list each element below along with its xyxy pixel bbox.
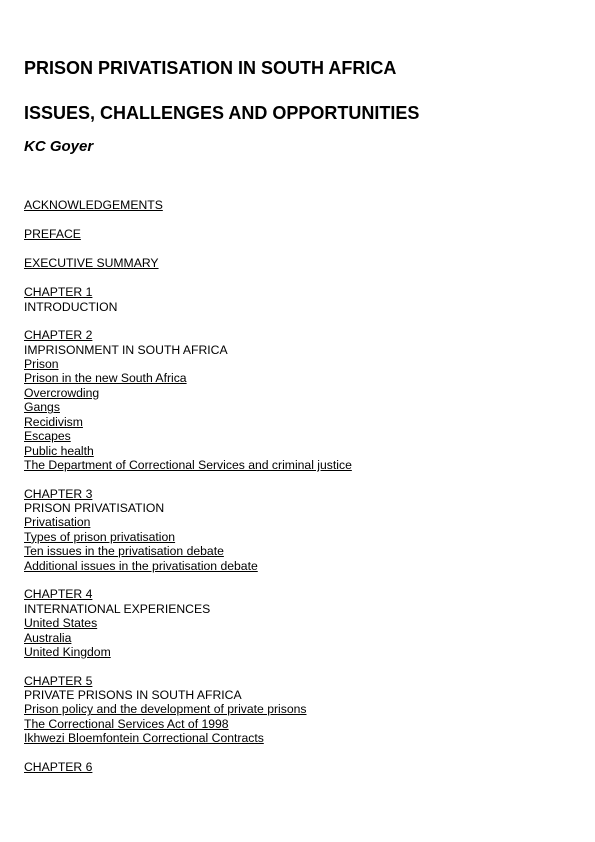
toc-spacer [24, 660, 352, 674]
document-subtitle: ISSUES, CHALLENGES AND OPPORTUNITIES [24, 103, 420, 123]
toc-chapter-title: INTRODUCTION [24, 299, 118, 314]
toc-section-link[interactable]: United States [24, 616, 98, 631]
document-title: PRISON PRIVATISATION IN SOUTH AFRICA [24, 58, 397, 78]
toc-chapter-title: PRISON PRIVATISATION [24, 501, 165, 516]
toc-section-link[interactable]: The Department of Correctional Services and criminal justice [24, 458, 352, 473]
toc-section-link[interactable]: Overcrowding [24, 385, 100, 400]
toc-section-link[interactable]: Ikhwezi Bloemfontein Correctional Contracts [24, 731, 264, 746]
toc-chapter-title: INTERNATIONAL EXPERIENCES [24, 601, 211, 616]
toc-spacer [24, 242, 352, 257]
toc-section-link[interactable]: Privatisation [24, 515, 91, 530]
toc-chapter-link[interactable]: CHAPTER 1 [24, 285, 93, 300]
toc-section-link[interactable]: Additional issues in the privatisation debate [24, 558, 258, 573]
toc-section-link[interactable]: Prison policy and the development of private prisons [24, 702, 307, 717]
toc-section-link[interactable]: The Correctional Services Act of 1998 [24, 716, 229, 731]
toc-section-link[interactable]: Types of prison privatisation [24, 529, 176, 544]
toc-link-acknowledgements[interactable]: ACKNOWLEDGEMENTS [24, 198, 163, 212]
toc-section-link[interactable]: Ten issues in the privatisation debate [24, 544, 224, 559]
toc-section-link[interactable]: Gangs [24, 400, 60, 415]
toc-chapter-link[interactable]: CHAPTER 3 [24, 486, 93, 501]
toc-spacer [24, 271, 352, 286]
toc-chapter-title: PRIVATE PRISONS IN SOUTH AFRICA [24, 688, 242, 703]
table-of-contents [24, 198, 352, 774]
toc-section-link[interactable]: Recidivism [24, 414, 83, 429]
toc-section-link[interactable]: Prison in the new South Africa [24, 371, 187, 386]
toc-chapter-link[interactable]: CHAPTER 2 [24, 328, 93, 343]
toc-section-link[interactable]: Escapes [24, 429, 71, 444]
toc-section-link[interactable]: Public health [24, 443, 94, 458]
toc-section-link[interactable]: Prison [24, 356, 59, 371]
toc-spacer [24, 573, 352, 587]
toc-spacer [24, 746, 352, 760]
toc-chapter-link[interactable]: CHAPTER 5 [24, 673, 93, 688]
toc-chapter-title: IMPRISONMENT IN SOUTH AFRICA [24, 342, 228, 357]
toc-spacer [24, 473, 352, 487]
toc-link-executive-summary[interactable]: EXECUTIVE SUMMARY [24, 256, 159, 271]
toc-link-preface[interactable]: PREFACE [24, 227, 81, 242]
toc-chapter-link[interactable]: CHAPTER 6 [24, 759, 93, 774]
toc-section-link[interactable]: United Kingdom [24, 645, 111, 660]
toc-spacer [24, 212, 352, 227]
toc-chapter-link[interactable]: CHAPTER 4 [24, 587, 93, 602]
document-author: KC Goyer [24, 138, 94, 155]
toc-section-link[interactable]: Australia [24, 630, 72, 645]
toc-spacer [24, 314, 352, 328]
